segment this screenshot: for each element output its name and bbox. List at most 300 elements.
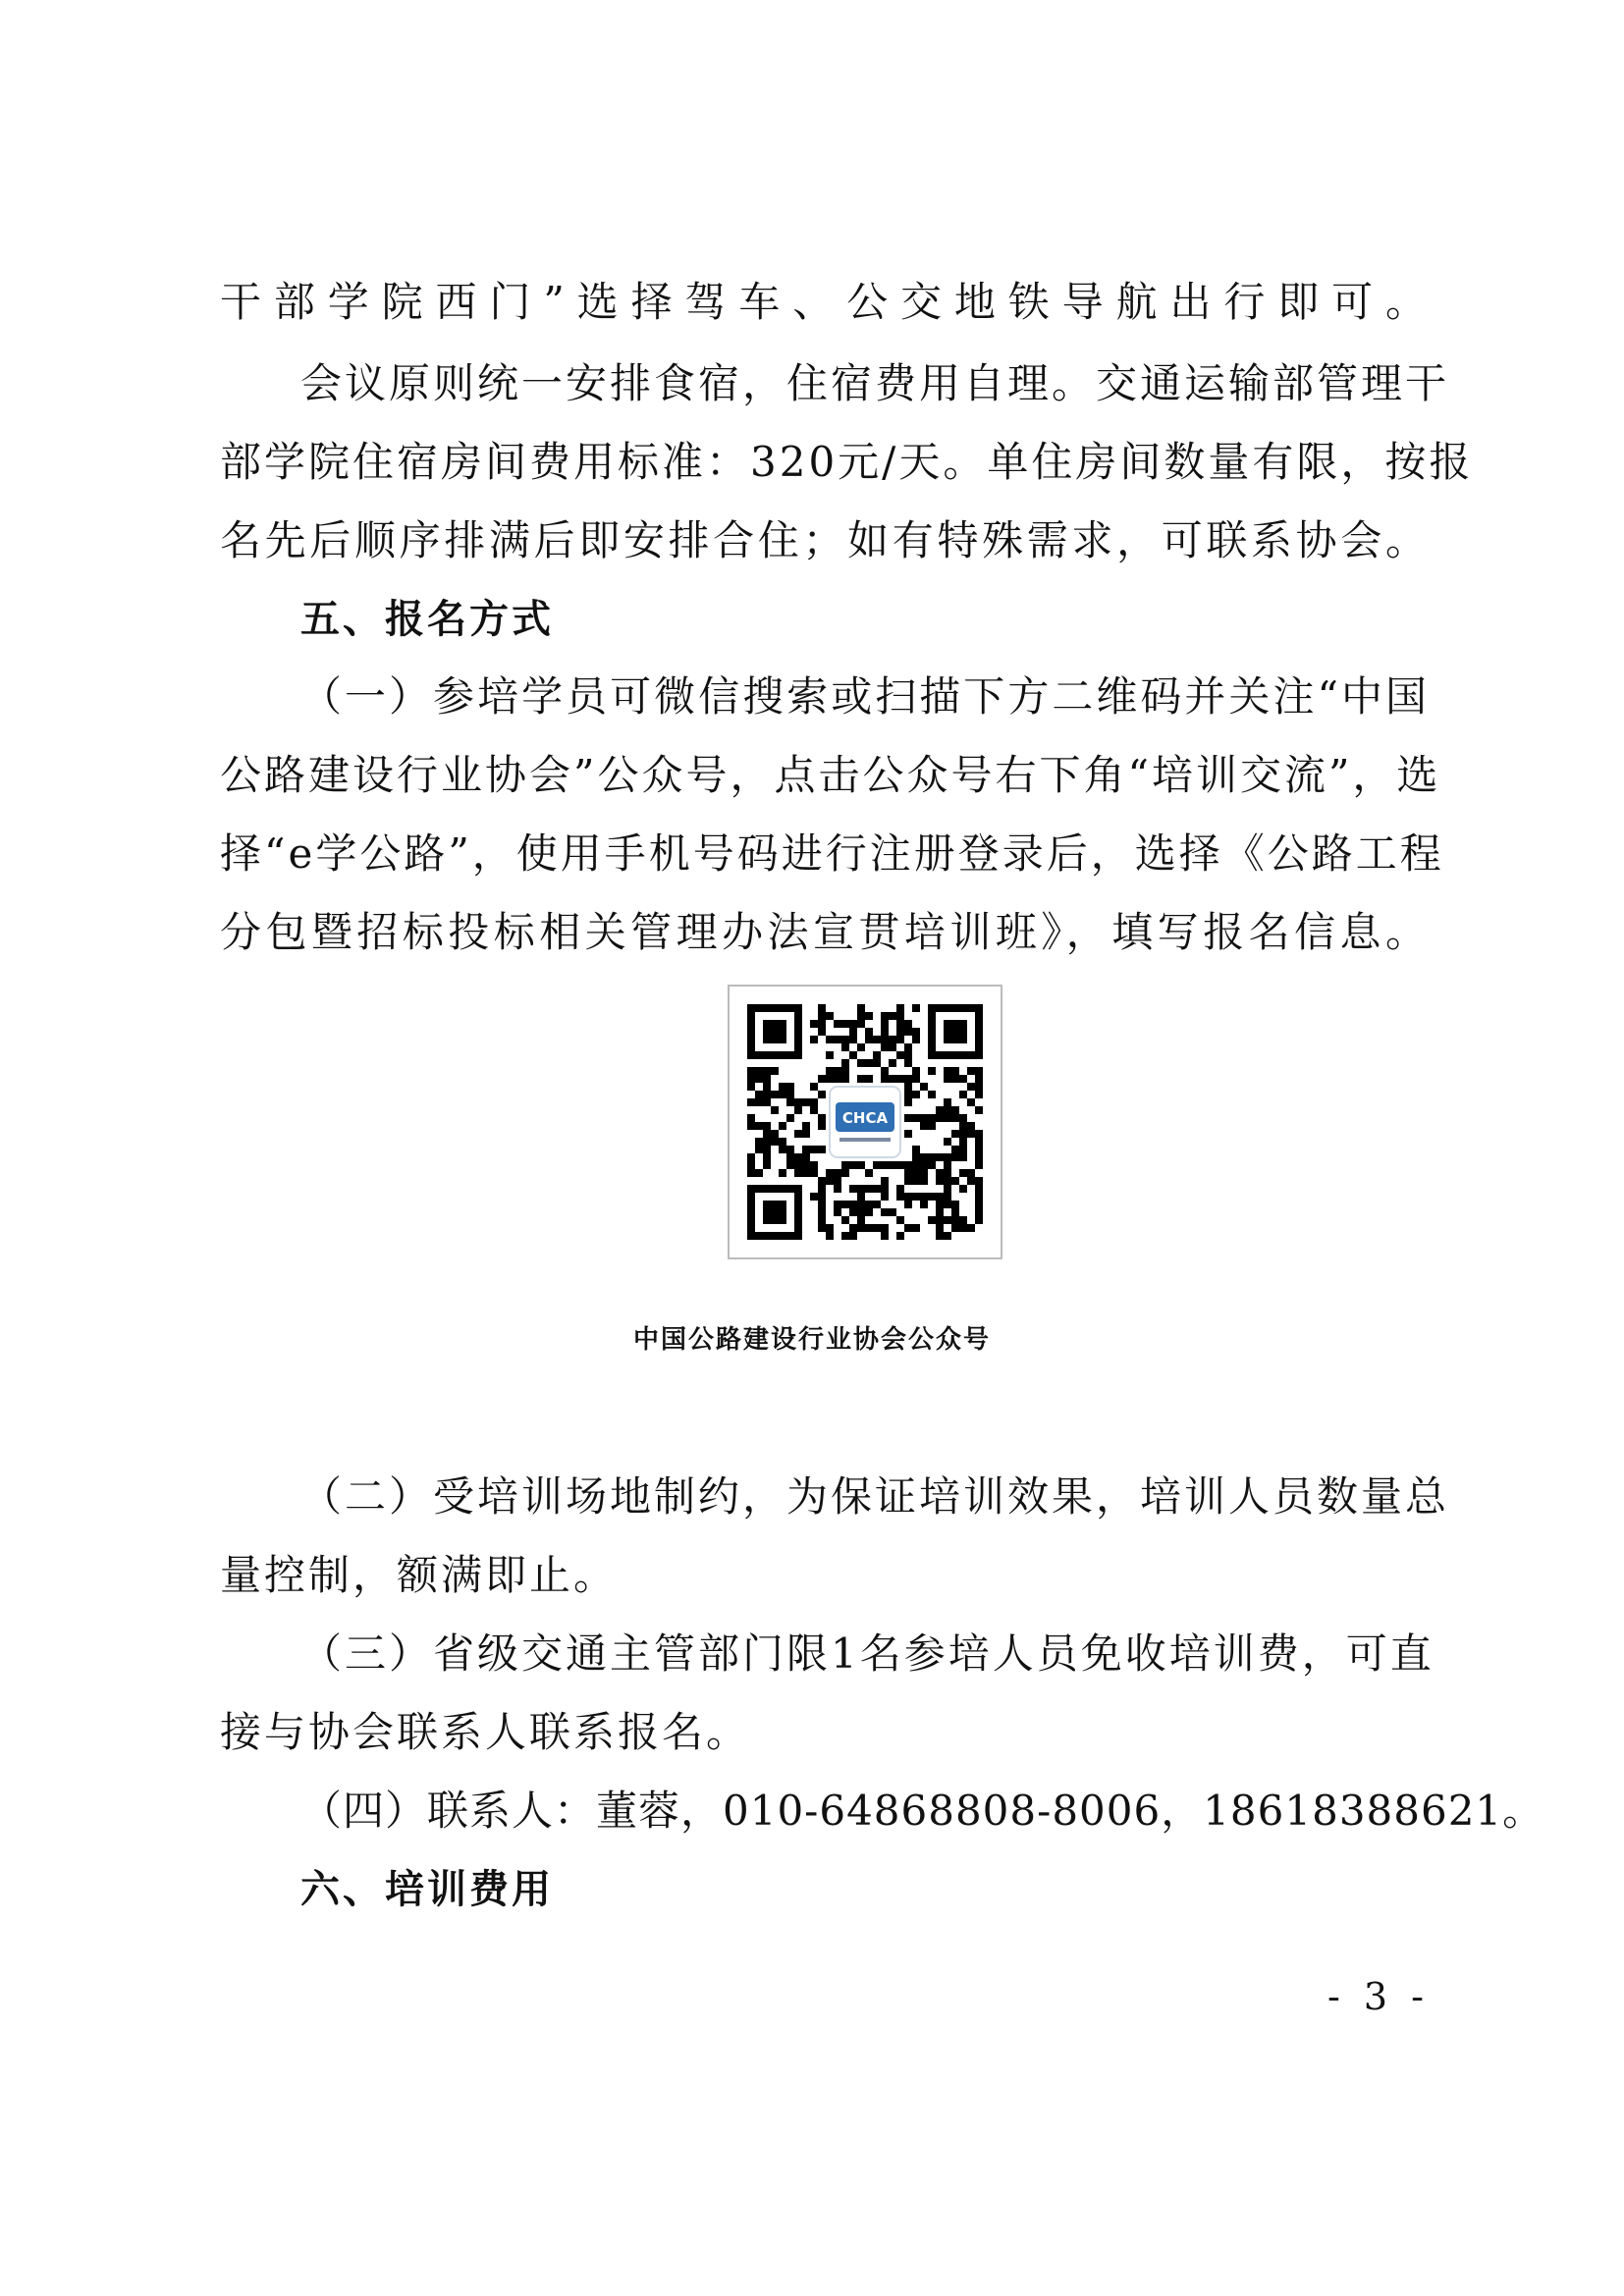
qr-module bbox=[904, 1075, 912, 1083]
qr-module bbox=[904, 1201, 912, 1208]
qr-module bbox=[865, 1224, 873, 1232]
qr-module bbox=[912, 1091, 920, 1098]
qr-module bbox=[873, 1185, 881, 1193]
qr-module bbox=[841, 1075, 849, 1083]
qr-module bbox=[904, 1177, 912, 1185]
qr-module bbox=[928, 1193, 936, 1201]
qr-module bbox=[896, 1020, 904, 1028]
qr-module bbox=[818, 1216, 826, 1224]
qr-module bbox=[944, 1193, 951, 1201]
qr-module bbox=[849, 1232, 857, 1240]
qr-module bbox=[904, 1083, 912, 1091]
qr-module bbox=[865, 1012, 873, 1020]
qr-module bbox=[865, 1185, 873, 1193]
qr-module bbox=[873, 1224, 881, 1232]
qr-module bbox=[841, 1067, 849, 1075]
qr-module bbox=[967, 1130, 975, 1138]
qr-module bbox=[951, 1177, 959, 1185]
qr-module bbox=[834, 1185, 841, 1193]
para-line-1: 干部学院西门”选择驾车、公交地铁导航出行即可。 bbox=[220, 278, 1430, 326]
qr-module bbox=[912, 1169, 920, 1177]
qr-module bbox=[865, 1028, 873, 1036]
qr-module bbox=[818, 1185, 826, 1193]
qr-module bbox=[967, 1083, 975, 1091]
qr-module bbox=[975, 1216, 983, 1224]
qr-module bbox=[755, 1169, 763, 1177]
qr-module bbox=[959, 1091, 967, 1098]
qr-module bbox=[951, 1153, 959, 1161]
qr-module bbox=[975, 1193, 983, 1201]
qr-module bbox=[920, 1177, 928, 1185]
qr-module bbox=[865, 1075, 873, 1083]
qr-module bbox=[975, 1067, 983, 1075]
qr-module bbox=[841, 1020, 849, 1028]
qr-module bbox=[912, 1114, 920, 1122]
qr-caption: 中国公路建设行业协会公众号 bbox=[632, 1325, 991, 1355]
qr-module bbox=[889, 1075, 896, 1083]
para-line-13: 接与协会联系人联系报名。 bbox=[220, 1708, 751, 1756]
qr-module bbox=[755, 1098, 763, 1106]
qr-module bbox=[763, 1161, 771, 1169]
qr-module bbox=[810, 1083, 818, 1091]
qr-module bbox=[779, 1091, 786, 1098]
qr-module bbox=[802, 1130, 810, 1138]
qr-module bbox=[849, 1201, 857, 1208]
qr-module bbox=[826, 1232, 834, 1240]
qr-module bbox=[857, 1185, 865, 1193]
qr-code-image bbox=[747, 1004, 983, 1240]
qr-module bbox=[904, 1114, 912, 1122]
qr-module bbox=[865, 1201, 873, 1208]
qr-module bbox=[849, 1185, 857, 1193]
qr-module bbox=[959, 1130, 967, 1138]
qr-module bbox=[818, 1193, 826, 1201]
qr-module bbox=[904, 1169, 912, 1177]
qr-module bbox=[975, 1138, 983, 1146]
qr-module bbox=[912, 1193, 920, 1201]
qr-module bbox=[810, 1169, 818, 1177]
qr-module bbox=[755, 1091, 763, 1098]
qr-module bbox=[951, 1216, 959, 1224]
qr-module bbox=[786, 1091, 794, 1098]
qr-module bbox=[826, 1169, 834, 1177]
qr-module bbox=[873, 1059, 881, 1067]
qr-module bbox=[951, 1146, 959, 1153]
qr-module bbox=[834, 1075, 841, 1083]
qr-module bbox=[818, 1122, 826, 1130]
qr-module bbox=[747, 1114, 755, 1122]
qr-module bbox=[928, 1161, 936, 1169]
qr-module bbox=[826, 1012, 834, 1020]
page-number: - 3 - bbox=[1327, 1975, 1431, 2018]
qr-module bbox=[755, 1138, 763, 1146]
qr-module bbox=[881, 1177, 889, 1185]
qr-module bbox=[959, 1185, 967, 1193]
qr-module bbox=[841, 1036, 849, 1043]
qr-module bbox=[920, 1193, 928, 1201]
qr-module bbox=[865, 1169, 873, 1177]
qr-module bbox=[928, 1114, 936, 1122]
qr-module bbox=[857, 1193, 865, 1201]
para-line-8: 择“e学公路”，使用手机号码进行注册登录后，选择《公路工程 bbox=[220, 829, 1444, 878]
qr-module bbox=[841, 1201, 849, 1208]
qr-module bbox=[936, 1169, 944, 1177]
qr-module bbox=[786, 1098, 794, 1106]
qr-module bbox=[936, 1224, 944, 1232]
qr-module bbox=[889, 1161, 896, 1169]
para-line-3: 部学院住宿房间费用标准：320元/天。单住房间数量有限，按报 bbox=[220, 438, 1474, 486]
para-line-4: 名先后顺序排满后即安排合住；如有特殊需求，可联系协会。 bbox=[220, 516, 1430, 564]
qr-module bbox=[747, 1075, 755, 1083]
qr-module bbox=[818, 1091, 826, 1098]
qr-module bbox=[771, 1106, 779, 1114]
qr-module bbox=[779, 1083, 786, 1091]
qr-module bbox=[912, 1153, 920, 1161]
qr-module bbox=[936, 1201, 944, 1208]
qr-module bbox=[951, 1075, 959, 1083]
qr-module bbox=[802, 1169, 810, 1177]
qr-module bbox=[826, 1177, 834, 1185]
qr-module bbox=[794, 1161, 802, 1169]
qr-module bbox=[857, 1216, 865, 1224]
qr-module bbox=[818, 1075, 826, 1083]
qr-module bbox=[786, 1153, 794, 1161]
qr-module bbox=[904, 1051, 912, 1059]
qr-module bbox=[951, 1106, 959, 1114]
qr-module bbox=[920, 1169, 928, 1177]
qr-module bbox=[881, 1208, 889, 1216]
qr-module bbox=[967, 1098, 975, 1106]
para-line-12: （三）省级交通主管部门限1名参培人员免收培训费，可直 bbox=[300, 1629, 1435, 1678]
qr-module bbox=[755, 1122, 763, 1130]
qr-module bbox=[786, 1114, 794, 1122]
qr-module bbox=[881, 1067, 889, 1075]
qr-module bbox=[841, 1216, 849, 1224]
qr-module bbox=[873, 1036, 881, 1043]
qr-module bbox=[896, 1004, 904, 1012]
qr-module bbox=[959, 1216, 967, 1224]
qr-module bbox=[944, 1201, 951, 1208]
qr-module bbox=[834, 1201, 841, 1208]
qr-module bbox=[904, 1193, 912, 1201]
qr-module bbox=[912, 1036, 920, 1043]
qr-module bbox=[810, 1193, 818, 1201]
qr-module bbox=[794, 1098, 802, 1106]
qr-module bbox=[763, 1067, 771, 1075]
qr-module bbox=[896, 1028, 904, 1036]
qr-module bbox=[755, 1146, 763, 1153]
qr-module bbox=[967, 1224, 975, 1232]
qr-module bbox=[928, 1216, 936, 1224]
qr-module bbox=[802, 1098, 810, 1106]
qr-module bbox=[857, 1004, 865, 1012]
qr-module bbox=[920, 1153, 928, 1161]
qr-module bbox=[818, 1004, 826, 1012]
qr-module bbox=[920, 1161, 928, 1169]
qr-module bbox=[951, 1130, 959, 1138]
qr-module bbox=[857, 1201, 865, 1208]
qr-module bbox=[896, 1216, 904, 1224]
qr-module bbox=[794, 1130, 802, 1138]
qr-module bbox=[841, 1059, 849, 1067]
qr-module bbox=[936, 1153, 944, 1161]
qr-module bbox=[912, 1067, 920, 1075]
qr-module bbox=[818, 1012, 826, 1020]
section-heading-5: 五、报名方式 bbox=[300, 597, 554, 642]
qr-module bbox=[896, 1193, 904, 1201]
qr-module bbox=[857, 1075, 865, 1083]
qr-module bbox=[747, 1083, 755, 1091]
qr-module bbox=[763, 1146, 771, 1153]
qr-module bbox=[865, 1036, 873, 1043]
qr-module bbox=[889, 1059, 896, 1067]
qr-module bbox=[755, 1075, 763, 1083]
qr-module bbox=[810, 1098, 818, 1106]
qr-module bbox=[881, 1043, 889, 1051]
qr-module bbox=[881, 1028, 889, 1036]
qr-module bbox=[810, 1146, 818, 1153]
qr-module bbox=[928, 1067, 936, 1075]
qr-module bbox=[944, 1138, 951, 1146]
qr-module bbox=[779, 1122, 786, 1130]
qr-module bbox=[779, 1169, 786, 1177]
qr-module bbox=[881, 1232, 889, 1240]
qr-module bbox=[841, 1232, 849, 1240]
para-line-9: 分包暨招标投标相关管理办法宣贯培训班》，填写报名信息。 bbox=[220, 908, 1430, 956]
qr-module bbox=[975, 1146, 983, 1153]
qr-module bbox=[786, 1083, 794, 1091]
qr-module bbox=[841, 1043, 849, 1051]
qr-module bbox=[865, 1208, 873, 1216]
qr-module bbox=[802, 1161, 810, 1169]
qr-module bbox=[779, 1138, 786, 1146]
para-line-10: （二）受培训场地制约，为保证培训效果，培训人员数量总 bbox=[300, 1472, 1450, 1521]
qr-module bbox=[928, 1153, 936, 1161]
qr-module bbox=[912, 1146, 920, 1153]
qr-module bbox=[975, 1083, 983, 1091]
qr-module bbox=[975, 1208, 983, 1216]
qr-module bbox=[975, 1161, 983, 1169]
qr-module bbox=[904, 1161, 912, 1169]
qr-module bbox=[818, 1020, 826, 1028]
para-line-6: （一）参培学员可微信搜索或扫描下方二维码并关注“中国 bbox=[300, 672, 1430, 721]
qr-module bbox=[904, 1043, 912, 1051]
qr-module bbox=[834, 1208, 841, 1216]
qr-module bbox=[802, 1153, 810, 1161]
qr-module bbox=[936, 1208, 944, 1216]
qr-module bbox=[810, 1161, 818, 1169]
qr-module bbox=[834, 1177, 841, 1185]
qr-module bbox=[849, 1224, 857, 1232]
qr-module bbox=[896, 1232, 904, 1240]
qr-module bbox=[794, 1106, 802, 1114]
qr-module bbox=[936, 1177, 944, 1185]
qr-module bbox=[849, 1036, 857, 1043]
qr-module bbox=[826, 1224, 834, 1232]
qr-module bbox=[747, 1161, 755, 1169]
qr-module bbox=[944, 1114, 951, 1122]
qr-module bbox=[944, 1185, 951, 1193]
qr-module bbox=[920, 1114, 928, 1122]
qr-module bbox=[904, 1224, 912, 1232]
qr-module bbox=[881, 1075, 889, 1083]
qr-module bbox=[889, 1036, 896, 1043]
qr-logo-text: CHCA bbox=[841, 1109, 889, 1127]
qr-module bbox=[936, 1216, 944, 1224]
qr-module bbox=[904, 1059, 912, 1067]
qr-module bbox=[912, 1161, 920, 1169]
qr-module bbox=[920, 1201, 928, 1208]
qr-module bbox=[959, 1138, 967, 1146]
qr-module bbox=[959, 1146, 967, 1153]
qr-module bbox=[763, 1091, 771, 1098]
qr-module bbox=[834, 1020, 841, 1028]
qr-module bbox=[904, 1020, 912, 1028]
qr-module bbox=[944, 1177, 951, 1185]
qr-module bbox=[944, 1098, 951, 1106]
qr-module bbox=[826, 1036, 834, 1043]
qr-module bbox=[849, 1051, 857, 1059]
qr-module bbox=[755, 1067, 763, 1075]
qr-module bbox=[904, 1098, 912, 1106]
qr-module bbox=[912, 1177, 920, 1185]
qr-module bbox=[889, 1043, 896, 1051]
qr-module bbox=[944, 1075, 951, 1083]
qr-module bbox=[889, 1208, 896, 1216]
qr-module bbox=[881, 1224, 889, 1232]
qr-module bbox=[818, 1028, 826, 1036]
qr-module bbox=[857, 1020, 865, 1028]
qr-module bbox=[857, 1012, 865, 1020]
qr-module bbox=[920, 1122, 928, 1130]
qr-module bbox=[920, 1083, 928, 1091]
qr-module bbox=[944, 1153, 951, 1161]
qr-module bbox=[865, 1059, 873, 1067]
qr-module bbox=[849, 1028, 857, 1036]
para-line-11: 量控制，额满即止。 bbox=[220, 1551, 619, 1599]
qr-module bbox=[747, 1067, 755, 1075]
qr-module bbox=[747, 1153, 755, 1161]
qr-module bbox=[975, 1106, 983, 1114]
qr-module bbox=[959, 1153, 967, 1161]
qr-module bbox=[826, 1067, 834, 1075]
qr-module bbox=[975, 1091, 983, 1098]
qr-module bbox=[951, 1067, 959, 1075]
qr-module bbox=[810, 1036, 818, 1043]
qr-module bbox=[904, 1028, 912, 1036]
qr-module bbox=[763, 1083, 771, 1091]
qr-module bbox=[904, 1130, 912, 1138]
qr-module bbox=[849, 1161, 857, 1169]
para-line-2: 会议原则统一安排食宿，住宿费用自理。交通运输部管理干 bbox=[300, 359, 1450, 407]
qr-module bbox=[959, 1169, 967, 1177]
qr-module bbox=[849, 1020, 857, 1028]
qr-module bbox=[841, 1169, 849, 1177]
qr-code[interactable] bbox=[728, 985, 1002, 1259]
qr-module bbox=[896, 1185, 904, 1193]
qr-module bbox=[834, 1169, 841, 1177]
qr-module bbox=[857, 1043, 865, 1051]
qr-module bbox=[944, 1169, 951, 1177]
qr-module bbox=[810, 1020, 818, 1028]
qr-module bbox=[771, 1091, 779, 1098]
qr-module bbox=[881, 1020, 889, 1028]
qr-module bbox=[912, 1028, 920, 1036]
qr-module bbox=[763, 1098, 771, 1106]
qr-module bbox=[763, 1075, 771, 1083]
qr-module bbox=[936, 1193, 944, 1201]
qr-module bbox=[818, 1224, 826, 1232]
section-heading-6: 六、培训费用 bbox=[300, 1867, 554, 1912]
qr-module bbox=[763, 1130, 771, 1138]
qr-module bbox=[896, 1012, 904, 1020]
qr-module bbox=[786, 1161, 794, 1169]
qr-module bbox=[889, 1012, 896, 1020]
qr-module bbox=[881, 1185, 889, 1193]
qr-module bbox=[747, 1098, 755, 1106]
qr-module bbox=[802, 1146, 810, 1153]
qr-module bbox=[959, 1075, 967, 1083]
para-line-7: 公路建设行业协会”公众号，点击公众号右下角“培训交流”，选 bbox=[220, 751, 1441, 799]
qr-module bbox=[951, 1114, 959, 1122]
qr-module bbox=[881, 1012, 889, 1020]
qr-module bbox=[747, 1122, 755, 1130]
qr-module bbox=[928, 1122, 936, 1130]
qr-module bbox=[959, 1224, 967, 1232]
para-line-14: （四）联系人：董蓉，010-64868808-8006，18618388621。 bbox=[300, 1787, 1545, 1835]
qr-module bbox=[881, 1193, 889, 1201]
qr-module bbox=[967, 1067, 975, 1075]
qr-module bbox=[857, 1161, 865, 1169]
qr-module bbox=[967, 1169, 975, 1177]
qr-module bbox=[928, 1091, 936, 1098]
qr-module bbox=[975, 1201, 983, 1208]
qr-module bbox=[794, 1169, 802, 1177]
qr-module bbox=[810, 1106, 818, 1114]
qr-module bbox=[912, 1004, 920, 1012]
qr-module bbox=[912, 1075, 920, 1083]
qr-module bbox=[763, 1122, 771, 1130]
qr-module bbox=[959, 1114, 967, 1122]
qr-module bbox=[771, 1138, 779, 1146]
qr-module bbox=[904, 1091, 912, 1098]
qr-module bbox=[896, 1036, 904, 1043]
qr-module bbox=[936, 1114, 944, 1122]
qr-module bbox=[763, 1138, 771, 1146]
qr-module bbox=[975, 1153, 983, 1161]
qr-module bbox=[967, 1122, 975, 1130]
qr-module bbox=[936, 1106, 944, 1114]
qr-module bbox=[967, 1177, 975, 1185]
qr-module bbox=[912, 1224, 920, 1232]
qr-module bbox=[747, 1169, 755, 1177]
qr-module bbox=[771, 1067, 779, 1075]
qr-module bbox=[779, 1146, 786, 1153]
qr-module bbox=[857, 1208, 865, 1216]
qr-module bbox=[951, 1224, 959, 1232]
qr-module bbox=[818, 1201, 826, 1208]
qr-module bbox=[944, 1216, 951, 1224]
qr-module bbox=[873, 1201, 881, 1208]
qr-module bbox=[881, 1036, 889, 1043]
qr-module bbox=[896, 1051, 904, 1059]
qr-module bbox=[959, 1122, 967, 1130]
qr-module bbox=[771, 1130, 779, 1138]
qr-module bbox=[818, 1177, 826, 1185]
qr-module bbox=[826, 1075, 834, 1083]
qr-module bbox=[857, 1224, 865, 1232]
qr-module bbox=[826, 1051, 834, 1059]
